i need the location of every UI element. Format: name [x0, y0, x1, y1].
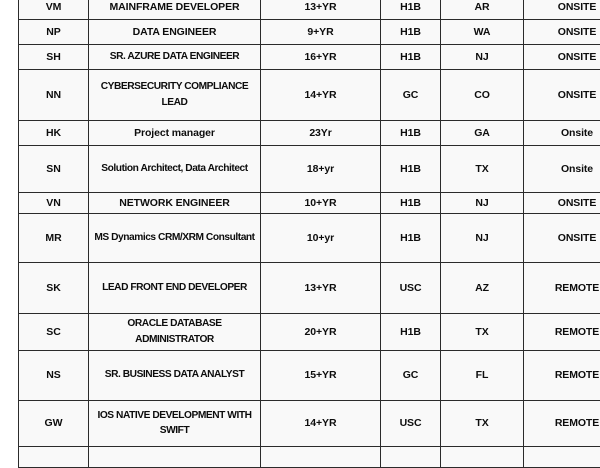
cell-candidate-initials: SN: [19, 146, 89, 193]
cell-visa-status: H1B: [381, 121, 441, 146]
cell-job-role: SR. AZURE DATA ENGINEER: [89, 45, 261, 70]
cell-work-arrangement: ONSITE: [524, 193, 600, 214]
cell-job-role: Project manager: [89, 121, 261, 146]
cell-years-experience: 15+YR: [261, 350, 381, 400]
cell-job-role: MAINFRAME DEVELOPER: [89, 0, 261, 20]
cell-location-state: FL: [441, 350, 524, 400]
table-row: [19, 263, 600, 314]
cell-location-state: TX: [441, 314, 524, 351]
table-container: [18, 0, 588, 468]
table-row: [19, 193, 600, 214]
cell-visa-status: H1B: [381, 20, 441, 45]
cell-visa-status: H1B: [381, 193, 441, 214]
cell-work-arrangement: Onsite: [524, 121, 600, 146]
cell-years-experience: 14+YR: [261, 400, 381, 446]
cell-years-experience: 18+yr: [261, 146, 381, 193]
cell-candidate-initials: VN: [19, 193, 89, 214]
cell-candidate-initials: NS: [19, 350, 89, 400]
cell-visa-status: H1B: [381, 214, 441, 263]
cell-candidate-initials: NP: [19, 20, 89, 45]
table-row: [19, 20, 600, 45]
cell-location-state: NJ: [441, 45, 524, 70]
cell-job-role: SR. BUSINESS DATA ANALYST: [89, 350, 261, 400]
cell-work-arrangement: REMOTE: [524, 263, 600, 314]
table-row: [19, 214, 600, 263]
cell-visa-status: USC: [381, 400, 441, 446]
cell-candidate-initials: SH: [19, 45, 89, 70]
table-body: [19, 0, 600, 467]
cell-work-arrangement: ONSITE: [524, 70, 600, 121]
cell-years-experience: 13+YR: [261, 0, 381, 20]
cell-candidate-initials: VM: [19, 0, 89, 20]
cell-years-experience: 14+YR: [261, 70, 381, 121]
cell-work-arrangement: ONSITE: [524, 0, 600, 20]
cell-job-role: CYBERSECURITY COMPLIANCE LEAD: [89, 70, 261, 121]
cell-work-arrangement: REMOTE: [524, 350, 600, 400]
cell-candidate-initials: SK: [19, 263, 89, 314]
cell-location-state: AZ: [441, 263, 524, 314]
table-row: [19, 400, 600, 446]
cell-location-state: CO: [441, 70, 524, 121]
cell-years-experience: 23Yr: [261, 121, 381, 146]
cell-job-role: MS Dynamics CRM/XRM Consultant: [89, 214, 261, 263]
cell-location-state: TX: [441, 146, 524, 193]
cell-work-arrangement: REMOTE: [524, 314, 600, 351]
cell-visa-status: USC: [381, 263, 441, 314]
cell-work-arrangement: ONSITE: [524, 20, 600, 45]
candidate-hotlist-table: [18, 0, 600, 468]
cell-location-state: AR: [441, 0, 524, 20]
cell-location-state: WA: [441, 20, 524, 45]
table-row: [19, 0, 600, 20]
cell-work-arrangement: ONSITE: [524, 214, 600, 263]
cell-years-experience: 10+YR: [261, 193, 381, 214]
cell-years-experience: 9+YR: [261, 20, 381, 45]
cell-visa-status: H1B: [381, 0, 441, 20]
cell-candidate-initials: HK: [19, 121, 89, 146]
cell-job-role: DATA ENGINEER: [89, 20, 261, 45]
cell-location-state: TX: [441, 400, 524, 446]
cell-location-state: NJ: [441, 193, 524, 214]
cell-work-arrangement: ONSITE: [524, 45, 600, 70]
cell-location-state: NJ: [441, 214, 524, 263]
cell-job-role: IOS NATIVE DEVELOPMENT WITH SWIFT: [89, 400, 261, 446]
cell-visa-status: H1B: [381, 146, 441, 193]
cell-visa-status: GC: [381, 350, 441, 400]
cell-job-role: Solution Architect, Data Architect: [89, 146, 261, 193]
table-row: [19, 121, 600, 146]
cell-candidate-initials: SC: [19, 314, 89, 351]
cell-candidate-initials: NN: [19, 70, 89, 121]
table-row: [19, 314, 600, 351]
cell-visa-status: H1B: [381, 45, 441, 70]
cell-job-role: LEAD FRONT END DEVELOPER: [89, 263, 261, 314]
cell-years-experience: 13+YR: [261, 263, 381, 314]
table-row: [19, 146, 600, 193]
cell-job-role: NETWORK ENGINEER: [89, 193, 261, 214]
cell-candidate-initials: GW: [19, 400, 89, 446]
table-row: [19, 45, 600, 70]
cell-job-role: ORACLE DATABASE ADMINISTRATOR: [89, 314, 261, 351]
cell-years-experience: 16+YR: [261, 45, 381, 70]
table-row: [19, 70, 600, 121]
cell-years-experience: 20+YR: [261, 314, 381, 351]
cell-work-arrangement: Onsite: [524, 146, 600, 193]
table-row: [19, 350, 600, 400]
cell-candidate-initials: MR: [19, 214, 89, 263]
cell-visa-status: GC: [381, 70, 441, 121]
cell-work-arrangement: REMOTE: [524, 400, 600, 446]
cell-years-experience: 10+yr: [261, 214, 381, 263]
cell-visa-status: H1B: [381, 314, 441, 351]
cell-location-state: GA: [441, 121, 524, 146]
